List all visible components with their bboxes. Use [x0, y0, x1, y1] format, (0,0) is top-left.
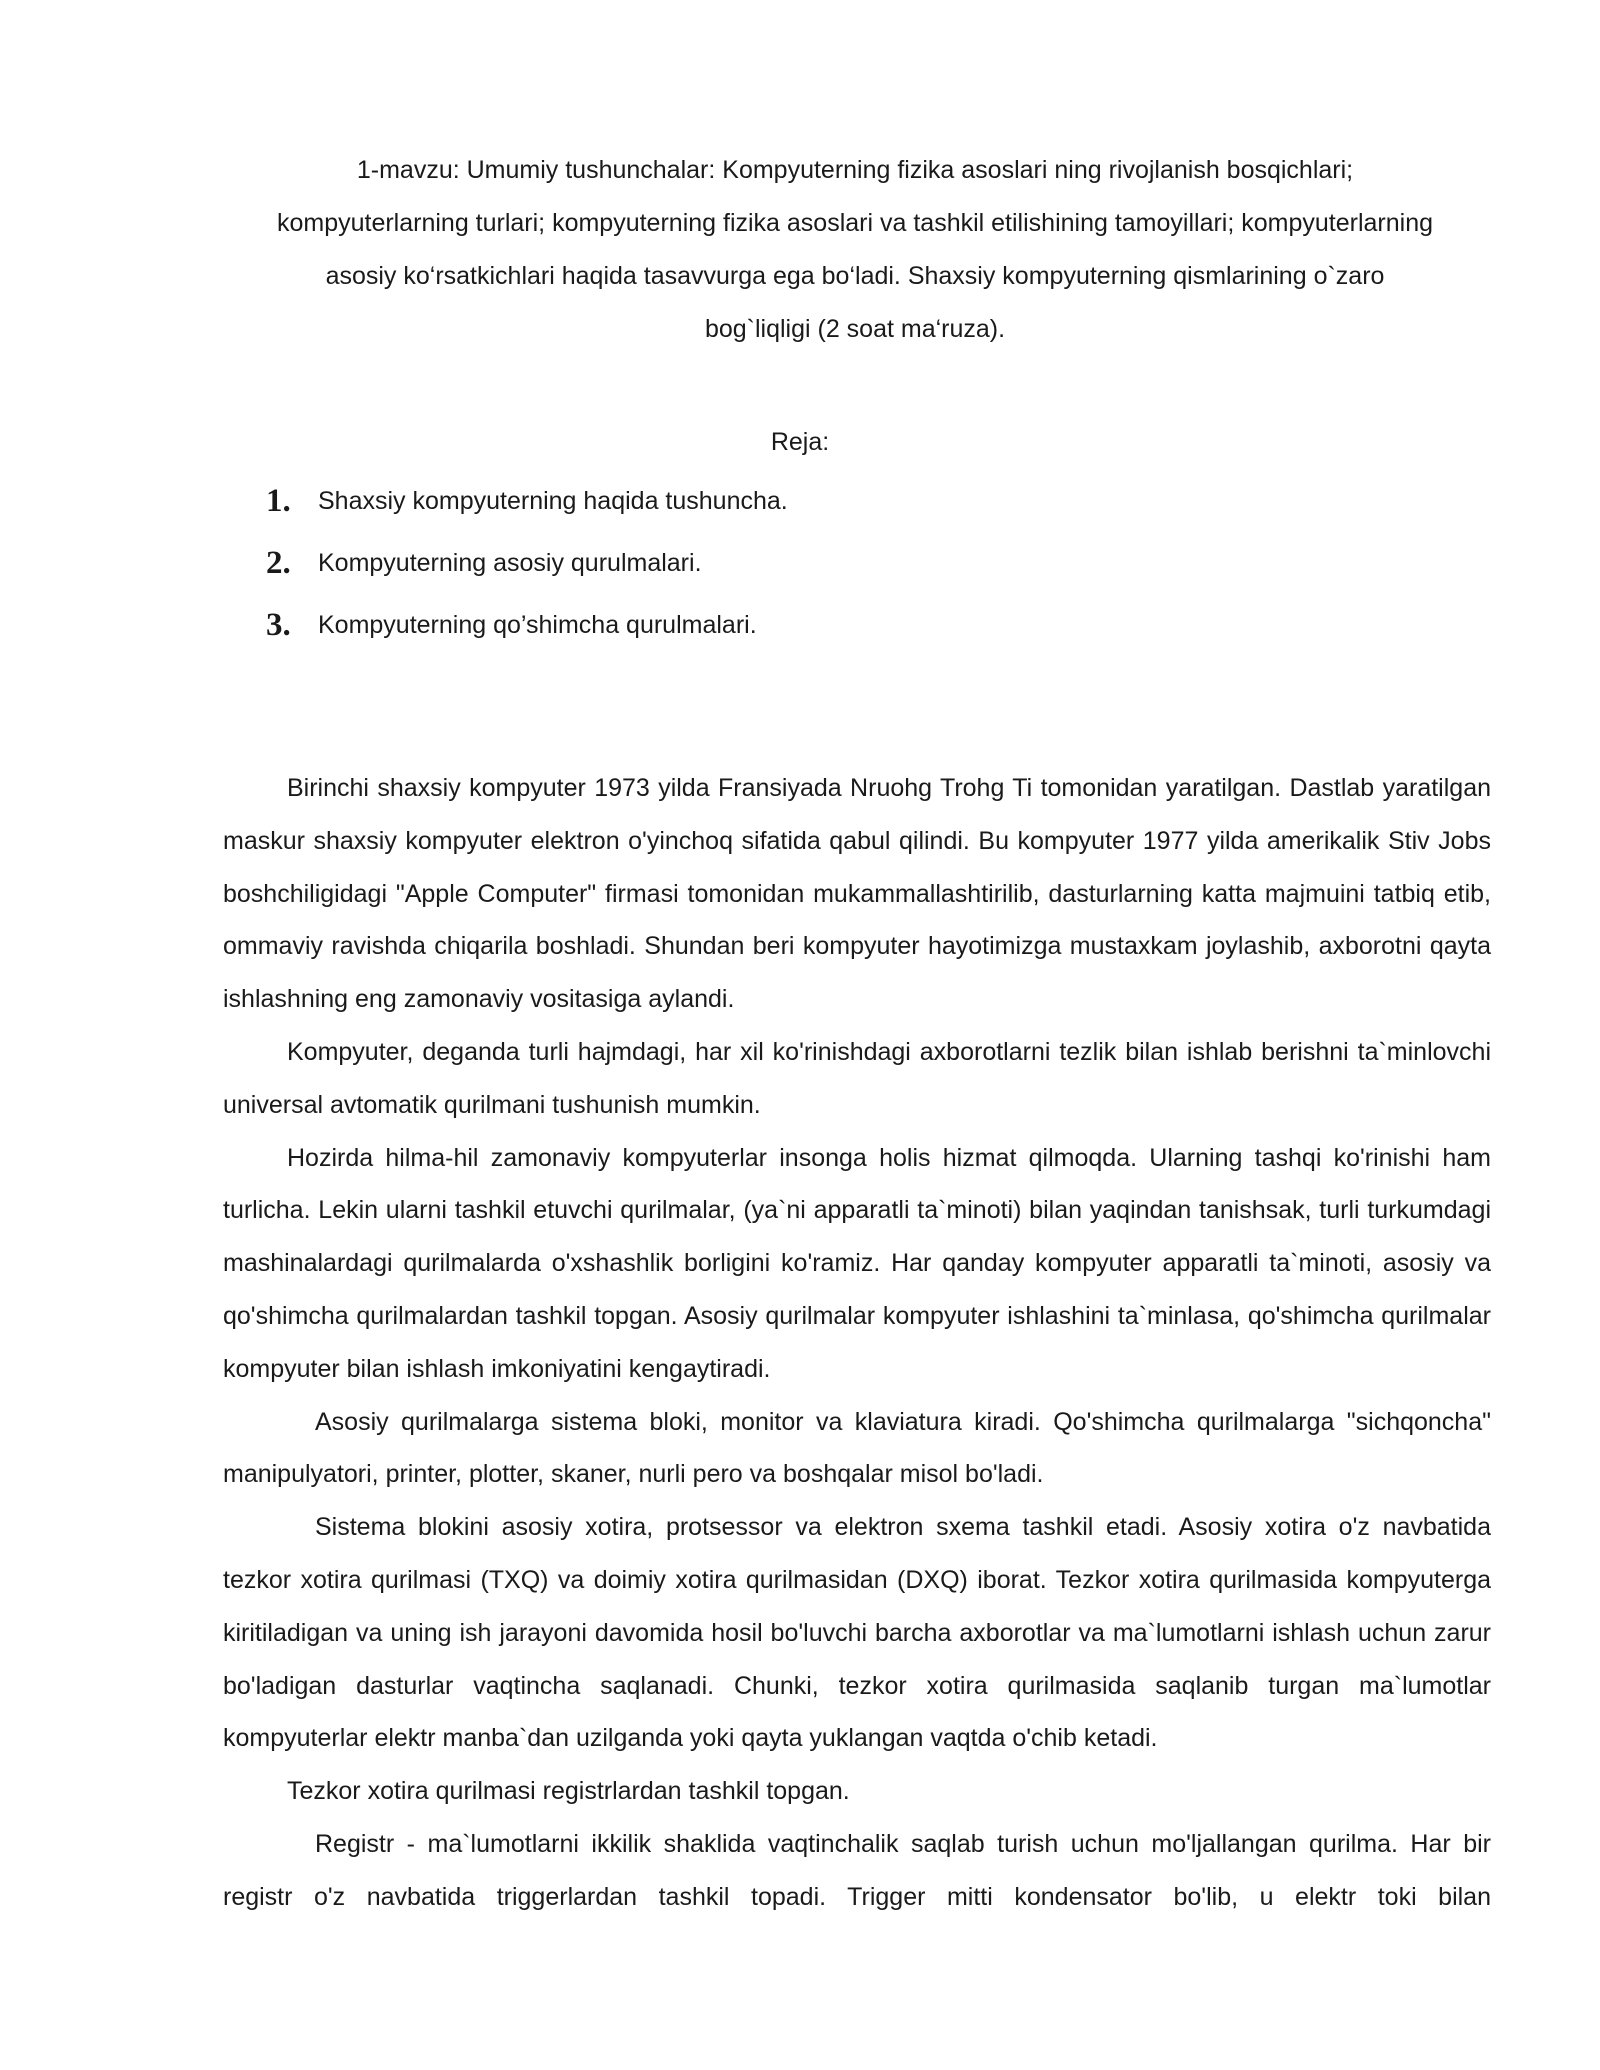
paragraph: Tezkor xotira qurilmasi registrlardan tashkil topgan. [287, 1777, 850, 1806]
title-line: asosiy ko‘rsatkichlari haqida tasavvurga ega bo‘ladi. Shaxsiy kompyuterning qismlarining o`zaro [325, 262, 1385, 290]
plan-item-number: 3. [266, 606, 291, 643]
title-line: bog`liqligi (2 soat ma‘ruza). [704, 315, 1006, 343]
title-line: kompyuterlarning turlari; kompyuterning fizika asoslari va tashkil etilishining tamoyillari; kompyuterlarning [276, 209, 1434, 237]
plan-item [266, 470, 788, 532]
body-text [223, 762, 1491, 1924]
plan-item [266, 594, 788, 656]
title-line: 1-mavzu: Umumiy tushunchalar: Kompyuterning fizika asoslari ning rivojlanish bosqichlari; [356, 156, 1354, 184]
plan-item-text: Kompyuterning qo’shimcha qurulmalari. [318, 610, 757, 639]
plan-item [266, 532, 788, 594]
lecture-title [200, 144, 1510, 356]
paragraph: Registr - ma`lumotlarni ikkilik shaklida vaqtinchalik saqlab turish uchun mo'ljallangan qurilma. Har bir registr o'z navbatida triggerlardan tashkil topadi. Trigger mitti kondensator bo'lib, u elektr toki bilan [223, 1829, 1491, 1911]
paragraph: Kompyuter, deganda turli hajmdagi, har xil ko'rinishdagi axborotlarni tezlik bilan ishlab berishni ta`minlovchi universal avtomatik qurilmani tushunish mumkin. [223, 1037, 1491, 1119]
paragraph: Birinchi shaxsiy kompyuter 1973 yilda Fransiyada Nruohg Trohg Ti tomonidan yaratilgan. Dastlab yaratilgan maskur shaxsiy kompyuter elektron o'yinchoq sifatida qabul qilindi. Bu kompyuter 1977 yilda amerikalik Stiv Jobs boshchiligidagi "Apple Computer" firmasi tomonidan mukammallashtirilib, dasturlarning katta majmuini tatbiq etib, ommaviy ravishda chiqarila boshladi. Shundan beri kompyuter hayotimizga mustaxkam joylashib, axborotni qayta ishlashning eng zamonaviy vositasiga aylandi. [223, 774, 1491, 1014]
plan-item-text: Shaxsiy kompyuterning haqida tushuncha. [318, 486, 788, 515]
plan-item-number: 2. [266, 544, 291, 581]
paragraph: Asosiy qurilmalarga sistema bloki, monitor va klaviatura kiradi. Qo'shimcha qurilmalarga "sichqoncha" manipulyatori, printer, plotter, skaner, nurli pero va boshqalar misol bo'ladi. [223, 1407, 1491, 1489]
plan-item-text: Kompyuterning asosiy qurulmalari. [318, 548, 702, 577]
plan-list [266, 470, 788, 656]
paragraph: Sistema blokini asosiy xotira, protsessor va elektron sxema tashkil etadi. Asosiy xotira o'z navbatida tezkor xotira qurilmasi (TXQ) va doimiy xotira qurilmasidan (DXQ) iborat. Tezkor xotira qurilmasida kompyuterga kiritiladigan va uning ish jarayoni davomida hosil bo'luvchi barcha axborotlar va ma`lumotlarni ishlash uchun zarur bo'ladigan dasturlar vaqtincha saqlanadi. Chunki, tezkor xotira qurilmasida saqlanib turgan ma`lumotlar kompyuterlar elektr manba`dan uzilganda yoki qayta yuklangan vaqtda o'chib ketadi. [223, 1513, 1491, 1753]
paragraph: Hozirda hilma-hil zamonaviy kompyuterlar insonga holis hizmat qilmoqda. Ularning tashqi ko'rinishi ham turlicha. Lekin ularni tashkil etuvchi qurilmalar, (ya`ni apparatli ta`minoti) bilan yaqindan tanishsak, turli turkumdagi mashinalardagi qurilmalarda o'xshashlik borligini ko'ramiz. Har qanday kompyuter apparatli ta`minoti, asosiy va qo'shimcha qurilmalardan tashkil topgan. Asosiy qurilmalar kompyuter ishlashini ta`minlasa, qo'shimcha qurilmalar kompyuter bilan ishlash imkoniyatini kengaytiradi. [223, 1143, 1491, 1383]
plan-heading: Reja: [770, 428, 830, 456]
plan-item-number: 1. [266, 482, 291, 519]
